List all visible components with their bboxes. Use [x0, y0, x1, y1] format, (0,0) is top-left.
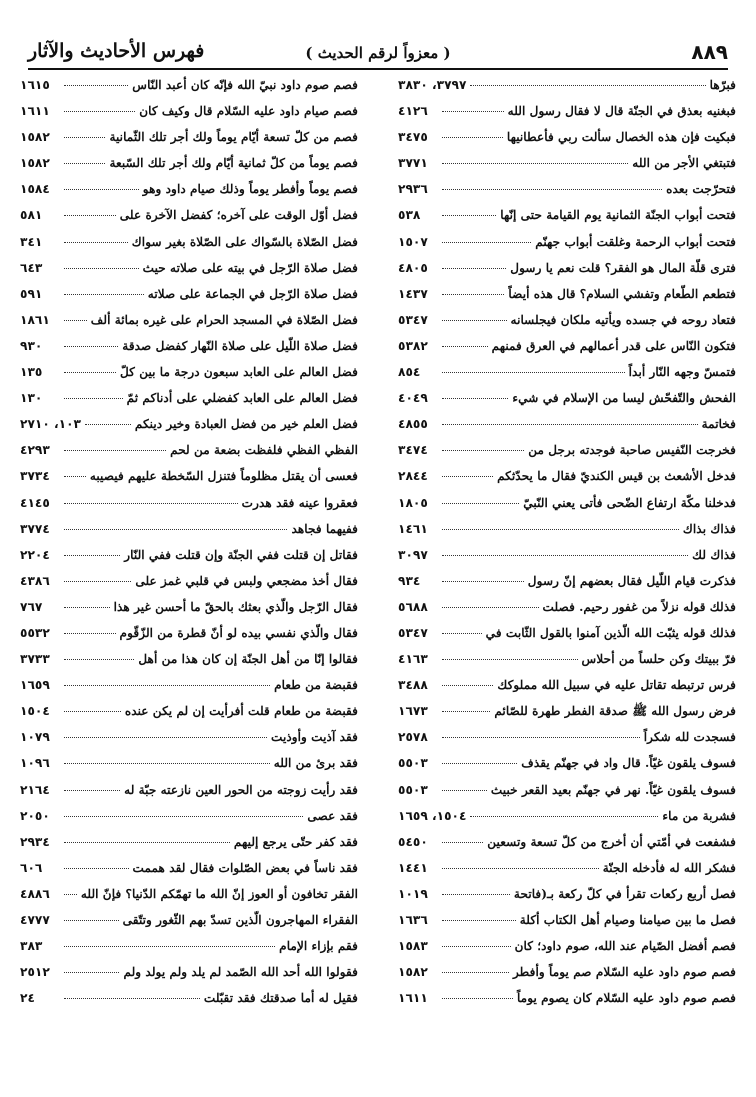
- entry-text: فخرجت النّفيس صاحبة فوجدته برجل من: [528, 443, 736, 458]
- entry-reference-number: ٥٥٠٣: [398, 756, 428, 771]
- dot-leader: [442, 620, 482, 634]
- entry-reference-number: ٣٤٧٥: [398, 130, 428, 145]
- index-entry: [398, 150, 736, 176]
- index-entry: [398, 516, 736, 542]
- entry-text: الفحش والتّفحّش ليسا من الإسلام في شيء: [512, 391, 736, 406]
- entry-reference-number: ٣٧٣٤: [20, 469, 50, 484]
- entry-text: فضل صلاة اللّيل على صلاة النّهار كفضل صدقة: [122, 338, 358, 353]
- entry-reference-number: ١٥٨٢: [20, 130, 50, 145]
- index-entry: [20, 281, 358, 307]
- dot-leader: [64, 881, 77, 895]
- entry-reference-number: ٩٣٠: [20, 338, 43, 353]
- entry-reference-number: ٤٧٧٧: [20, 913, 50, 927]
- index-entry: [20, 881, 358, 907]
- entry-text: فصل ما بين صيامنا وصيام أهل الكتاب أكلة: [519, 913, 736, 927]
- entry-reference-number: ٤١٦٣: [398, 652, 428, 667]
- entry-reference-number: ١٠٧٩: [20, 730, 50, 745]
- index-entry: [20, 594, 358, 620]
- dot-leader: [470, 72, 705, 86]
- dot-leader: [442, 255, 506, 269]
- page-subtitle: ( معزواً لرقم الحديث ): [305, 44, 451, 62]
- entry-text: فصم صوم داود نبيّ الله فإنّه كان أعبد النّاس: [132, 78, 358, 92]
- entry-text: فترى قلّة المال هو الفقر؟ قلت نعم يا رسول: [510, 260, 736, 275]
- index-entry: [398, 985, 736, 1011]
- entry-reference-number: ٩٣٤: [398, 573, 421, 588]
- entry-text: فعسى أن يقتل مظلوماً فتنزل السّخطة عليهم فيصيبه: [89, 469, 358, 484]
- index-entry: [20, 176, 358, 202]
- dot-leader: [64, 437, 166, 451]
- entry-text: فقم بإزاء الإمام: [279, 939, 358, 954]
- entry-text: فسوف يلقون غيّاً. قال واد في جهنّم يقذف: [521, 756, 736, 771]
- index-entry: [20, 359, 358, 385]
- index-entry: [398, 750, 736, 776]
- entry-text: فتطعم الطّعام وتفشي السلام؟ قال هذه أيضاً: [508, 286, 736, 301]
- page-title: فهرس الأحاديث والآثار: [28, 40, 205, 62]
- entry-reference-number: ١٥٠٧: [398, 234, 428, 249]
- dot-leader: [64, 594, 110, 608]
- index-entry: [20, 777, 358, 803]
- dot-leader: [442, 568, 524, 582]
- entry-reference-number: ١٨٦١: [20, 312, 50, 327]
- entry-reference-number: ٢٩٣٦: [398, 182, 428, 197]
- entry-reference-number: ١٦١٥: [20, 78, 50, 92]
- entry-reference-number: ٤٢٩٣: [20, 443, 50, 458]
- index-entry: [20, 750, 358, 776]
- entry-text: فقبضة من طعام: [274, 678, 358, 693]
- index-entry: [398, 646, 736, 672]
- index-entry: [398, 933, 736, 959]
- entry-text: فعقروا عينه فقد هدرت: [241, 495, 358, 510]
- entry-reference-number: ٤٣٨٦: [20, 573, 50, 588]
- entry-text: فقالوا إنّا من أهل الجنّة إن كان هذا من أهل: [138, 652, 358, 667]
- index-entry: [20, 542, 358, 568]
- entry-reference-number: ٥٣٨٢: [398, 338, 428, 353]
- entry-reference-number: ٣٤٨٨: [398, 678, 428, 693]
- index-entry: [398, 124, 736, 150]
- dot-leader: [442, 881, 510, 895]
- index-entry: [398, 568, 736, 594]
- entry-reference-number: ٣٧٧٤: [20, 521, 50, 536]
- index-entry: [398, 490, 736, 516]
- entry-text: فقد آذيت وأوذيت: [271, 730, 358, 745]
- dot-leader: [442, 698, 490, 712]
- dot-leader: [442, 855, 599, 869]
- dot-leader: [64, 777, 120, 791]
- entry-text: فصم من كلّ تسعة أيّام يوماً ولك أجر تلك الثّمانية: [109, 130, 358, 145]
- entry-reference-number: ١٨٠٥: [398, 495, 428, 510]
- index-entry: [398, 672, 736, 698]
- dot-leader: [442, 202, 496, 216]
- entry-reference-number: ٥٣٤٧: [398, 312, 428, 327]
- dot-leader: [64, 463, 86, 477]
- index-entry: [398, 176, 736, 202]
- dot-leader: [442, 333, 488, 347]
- entry-text: فصل أربع ركعات تقرأ في كلّ ركعة بـ(فاتحة: [513, 886, 736, 901]
- entry-reference-number: ٢٩٣٤: [20, 834, 50, 849]
- entry-reference-number: ١٥٨٢: [398, 965, 428, 980]
- entry-reference-number: ٤٨٠٥: [398, 260, 428, 275]
- dot-leader: [442, 777, 487, 791]
- dot-leader: [442, 463, 493, 477]
- index-entry: [20, 463, 358, 489]
- index-entry: [20, 72, 358, 98]
- dot-leader: [442, 176, 662, 190]
- dot-leader: [64, 516, 287, 530]
- dot-leader: [442, 124, 503, 138]
- index-entry: [398, 777, 736, 803]
- entry-text: فصم صوم داود عليه السّلام كان يصوم يوماً: [516, 991, 736, 1006]
- dot-leader: [64, 907, 119, 921]
- entry-text: فبكيت فإن هذه الخصال سألت ربي فأعطانيها: [506, 130, 736, 145]
- index-entry: [398, 411, 736, 437]
- entry-reference-number: ١٦٣٦: [398, 913, 428, 927]
- dot-leader: [64, 959, 119, 973]
- entry-text: فتكون النّاس على قدر أعمالهم في العرق فمنهم: [491, 338, 736, 353]
- dot-leader: [442, 281, 504, 295]
- entry-text: فبرّها: [709, 78, 736, 92]
- index-entry: [398, 333, 736, 359]
- entry-reference-number: ١٦١١: [398, 991, 428, 1006]
- dot-leader: [442, 672, 493, 686]
- dot-leader: [64, 855, 129, 869]
- page-number: ٨٨٩: [691, 40, 728, 64]
- dot-leader: [442, 516, 679, 530]
- entry-reference-number: ٢٤: [20, 991, 35, 1006]
- index-entry: [20, 307, 358, 333]
- entry-text: فتحت أبواب الجنّة الثمانية يوم القيامة حتى إنّها: [500, 208, 736, 223]
- dot-leader: [470, 803, 658, 817]
- dot-leader: [64, 750, 270, 764]
- index-entry: [20, 124, 358, 150]
- index-entry: [398, 855, 736, 881]
- entry-text: فشربة من ماء: [662, 808, 736, 823]
- index-entry: [398, 307, 736, 333]
- page-header: [28, 38, 728, 70]
- index-entry: [398, 829, 736, 855]
- index-entry: [20, 907, 358, 933]
- dot-leader: [64, 359, 116, 373]
- entry-reference-number: ٢٢٠٤: [20, 547, 50, 562]
- entry-reference-number: ٧٦٧: [20, 599, 43, 614]
- entry-text: فقد رأيت زوجته من الحور العين نازعته جبّة له: [124, 782, 358, 797]
- entry-text: فقاتل إن قتلت ففي الجنّة وإن قتلت ففي النّار: [124, 547, 358, 562]
- entry-text: فبغنيه بعذق في الجنّة قال لا فقال رسول الله: [507, 104, 736, 119]
- index-entry: [20, 672, 358, 698]
- entry-text: فصم يوماً وأفطر يوماً وذلك صيام داود وهو: [142, 182, 358, 197]
- entry-reference-number: ٨٥٤: [398, 365, 421, 380]
- index-entry: [20, 98, 358, 124]
- index-entry: [398, 229, 736, 255]
- dot-leader: [442, 437, 524, 451]
- index-entry: [20, 568, 358, 594]
- index-entry: [20, 333, 358, 359]
- entry-text: فسجدت لله شكراً: [643, 730, 736, 745]
- entry-text: فضل أوّل الوقت على آخره؛ كفضل الآخرة على: [119, 208, 358, 223]
- index-entry: [398, 594, 736, 620]
- index-entry: [398, 385, 736, 411]
- dot-leader: [64, 568, 131, 582]
- entry-reference-number: ٤١٢٦: [398, 104, 428, 119]
- index-entry: [20, 698, 358, 724]
- index-entry: [398, 542, 736, 568]
- dot-leader: [442, 150, 628, 164]
- index-entry: [20, 959, 358, 985]
- entry-reference-number: ١٦٧٣: [398, 704, 428, 719]
- index-entry: [20, 437, 358, 463]
- entry-reference-number: ٤٨٨٦: [20, 886, 50, 901]
- entry-text: فتمسّ وجهه النّار أبداً: [628, 365, 736, 380]
- entry-reference-number: ١٦١١: [20, 104, 50, 119]
- index-entry: [20, 620, 358, 646]
- dot-leader: [85, 411, 131, 425]
- index-entry: [20, 646, 358, 672]
- dot-leader: [442, 594, 539, 608]
- entry-text: فصم أفضل الصّيام عند الله، صوم داود؛ كان: [514, 939, 736, 954]
- entry-text: فشكر الله له فأدخله الجنّة: [602, 860, 736, 875]
- entry-reference-number: ٢٨٤٤: [398, 469, 428, 484]
- dot-leader: [64, 307, 87, 321]
- index-entry: [398, 698, 736, 724]
- entry-reference-number: ٣٧٧١: [398, 156, 428, 171]
- entry-reference-number: ٣٠٩٧: [398, 547, 428, 562]
- dot-leader: [442, 959, 509, 973]
- dot-leader: [64, 829, 230, 843]
- entry-text: فضل صلاة الرّجل في بيته على صلاته حيث: [142, 260, 358, 275]
- index-entry: [398, 98, 736, 124]
- dot-leader: [64, 176, 139, 190]
- entry-text: فقد برئ من الله: [273, 756, 358, 771]
- dot-leader: [442, 750, 517, 764]
- index-entry: [398, 803, 736, 829]
- index-entry: [20, 255, 358, 281]
- dot-leader: [442, 359, 625, 373]
- index-entry: [20, 933, 358, 959]
- index-entry: [20, 516, 358, 542]
- index-entry: [398, 281, 736, 307]
- entry-text: فرض رسول الله ﷺ صدقة الفطر طهرة للصّائم: [494, 704, 736, 719]
- dot-leader: [64, 985, 200, 999]
- entry-reference-number: ٥٩١: [20, 286, 43, 301]
- entry-text: ففيهما فجاهد: [291, 521, 358, 536]
- index-entry: [20, 385, 358, 411]
- entry-text: فتحت أبواب الرحمة وغلقت أبواب جهنّم: [535, 234, 736, 249]
- entry-reference-number: ٣٨٣: [20, 939, 43, 954]
- index-entry: [398, 202, 736, 228]
- entry-text: فقبضة من طعام قلت أفرأيت إن لم يكن عنده: [124, 704, 358, 719]
- dot-leader: [64, 150, 105, 164]
- dot-leader: [64, 672, 270, 686]
- entry-reference-number: ٣٤١: [20, 234, 43, 249]
- entry-reference-number: ١٠٣، ٢٧١٠: [20, 417, 81, 432]
- dot-leader: [442, 724, 640, 738]
- dot-leader: [64, 72, 128, 86]
- dot-leader: [64, 385, 123, 399]
- entry-text: فقيل له أما صدقتك فقد تقبّلت: [203, 991, 358, 1006]
- dot-leader: [442, 229, 531, 243]
- index-entry: [20, 411, 358, 437]
- entry-text: فقال الرّجل والّذي بعثك بالحقّ ما أحسن غير هذا: [113, 599, 358, 614]
- entry-reference-number: ١٠٩٦: [20, 756, 50, 771]
- dot-leader: [64, 803, 303, 817]
- dot-leader: [442, 933, 511, 947]
- dot-leader: [64, 255, 139, 269]
- entry-text: فدخل الأشعث بن قيس الكنديّ فقال ما يحدّثكم: [497, 469, 736, 484]
- dot-leader: [442, 490, 519, 504]
- entry-reference-number: ٢١٦٤: [20, 782, 50, 797]
- entry-reference-number: ٢٠٥٠: [20, 808, 50, 823]
- dot-leader: [442, 646, 578, 660]
- entry-reference-number: ٥٣٨: [398, 208, 421, 223]
- index-entry: [20, 202, 358, 228]
- entry-reference-number: ٥٨١: [20, 208, 43, 223]
- dot-leader: [64, 542, 120, 556]
- dot-leader: [442, 985, 513, 999]
- entry-text: فضل الصّلاة في المسجد الحرام على غيره بمائة ألف: [90, 312, 358, 327]
- entry-text: فدخلنا مكّة ارتفاع الضّحى فأتى يعني النّبيّ: [523, 495, 736, 510]
- dot-leader: [442, 542, 688, 556]
- entry-reference-number: ١٦٥٩: [20, 678, 50, 693]
- entry-text: فضل العالم على العابد كفضلي على أدناكم ثمّ: [126, 391, 358, 406]
- entry-reference-number: ١٣٠: [20, 391, 43, 406]
- index-entry: [398, 463, 736, 489]
- entry-reference-number: ١٥٨٢: [20, 156, 50, 171]
- dot-leader: [64, 724, 267, 738]
- entry-text: الفقر تخافون أو العوز إنّ الله ما تهمّكم الدّنيا؟ فإنّ الله: [80, 886, 358, 901]
- dot-leader: [442, 385, 508, 399]
- dot-leader: [442, 411, 698, 425]
- entry-reference-number: ٣٧٩٧، ٣٨٣٠: [398, 78, 467, 92]
- entry-reference-number: ٣٤٧٤: [398, 443, 428, 458]
- entry-reference-number: ٢٥٧٨: [398, 730, 428, 745]
- index-entry: [20, 829, 358, 855]
- entry-text: فصم صيام داود عليه السّلام قال وكيف كان: [139, 104, 358, 119]
- entry-text: فتعاد روحه في جسده ويأتيه ملكان فيجلسانه: [510, 312, 736, 327]
- dot-leader: [442, 98, 504, 112]
- index-entry: [398, 907, 736, 933]
- entry-text: فقد عصى: [307, 808, 358, 823]
- entry-text: الفقراء المهاجرون الّذين تسدّ بهم الثّغور وتتّقى: [122, 913, 358, 927]
- dot-leader: [64, 333, 118, 347]
- index-entry: [20, 490, 358, 516]
- entry-reference-number: ٢٥١٢: [20, 965, 50, 980]
- dot-leader: [64, 124, 105, 138]
- entry-reference-number: ١٥٠٤، ١٦٥٩: [398, 808, 467, 823]
- dot-leader: [64, 933, 275, 947]
- entry-reference-number: ١٣٥: [20, 365, 43, 380]
- entry-text: فضل العلم خير من فضل العبادة وخير دينكم: [134, 417, 358, 432]
- dot-leader: [442, 307, 507, 321]
- index-entry: [398, 255, 736, 281]
- entry-text: فخاتمة: [701, 417, 736, 432]
- dot-leader: [64, 229, 128, 243]
- dot-leader: [64, 281, 144, 295]
- entry-reference-number: ٥٤٥٠: [398, 834, 428, 849]
- entry-text: فسوف يلقون غيّاً. نهر في جهنّم بعيد القعر خبيث: [490, 782, 736, 797]
- entry-reference-number: ١٠١٩: [398, 886, 428, 901]
- index-column-left: [20, 72, 358, 1011]
- entry-text: فصم يوماً من كلّ ثمانية أيّام ولك أجر تلك السّبعة: [109, 156, 358, 171]
- entry-reference-number: ١٤٦١: [398, 521, 428, 536]
- index-entry: [398, 724, 736, 750]
- entry-reference-number: ٣٧٣٣: [20, 652, 50, 667]
- dot-leader: [442, 907, 516, 921]
- entry-text: فرس ترتبطه تقاتل عليه في سبيل الله مملوكك: [497, 678, 736, 693]
- dot-leader: [64, 698, 121, 712]
- entry-text: فذاك لك: [692, 547, 736, 562]
- entry-reference-number: ٥٥٠٣: [398, 782, 428, 797]
- index-entry: [398, 72, 736, 98]
- entry-text: فذلك قوله نزلاً من غفور رحيم. فصلت: [542, 599, 736, 614]
- entry-text: فضل العالم على العابد سبعون درجة ما بين كلّ: [119, 365, 358, 380]
- entry-text: الفظي الفظي فلفظت بضعة من لحم: [170, 443, 358, 458]
- dot-leader: [64, 646, 134, 660]
- entry-text: فقد ناساً في بعض الصّلوات فقال لقد هممت: [132, 860, 358, 875]
- index-entry: [398, 959, 736, 985]
- entry-reference-number: ٤٠٤٩: [398, 391, 428, 406]
- entry-reference-number: ٦٤٣: [20, 260, 43, 275]
- entry-reference-number: ٥٦٨٨: [398, 599, 428, 614]
- index-entry: [398, 437, 736, 463]
- entry-reference-number: ١٤٣٧: [398, 286, 428, 301]
- index-entry: [20, 150, 358, 176]
- entry-text: فتحرّجت بعده: [666, 182, 736, 197]
- index-entry: [20, 724, 358, 750]
- dot-leader: [64, 202, 116, 216]
- index-entry: [398, 881, 736, 907]
- entry-text: فشفعت في أمّتي أن أخرج من كلّ تسعة وتسعين: [487, 834, 736, 849]
- index-column-right: [398, 72, 736, 1011]
- entry-reference-number: ١٤٤١: [398, 860, 428, 875]
- entry-reference-number: ١٥٠٤: [20, 704, 50, 719]
- dot-leader: [64, 620, 116, 634]
- entry-reference-number: ٤١٤٥: [20, 495, 50, 510]
- entry-text: فرّ ببيتك وكن حلساً من أحلاس: [581, 652, 736, 667]
- dot-leader: [64, 98, 135, 112]
- entry-text: فقال والّذي نفسي بيده لو أنّ قطرة من الزّقّوم: [119, 625, 358, 640]
- dot-leader: [442, 829, 483, 843]
- entry-text: فقد كفر حتّى يرجع إليهم: [233, 834, 358, 849]
- entry-text: فذلك قوله يثبّت الله الّذين آمنوا بالقول الثّابت في: [485, 625, 736, 640]
- index-entry: [20, 229, 358, 255]
- entry-text: فصم صوم داود عليه السّلام صم يوماً وأفطر: [512, 965, 736, 980]
- entry-reference-number: ٥٥٣٢: [20, 625, 50, 640]
- entry-text: فذكرت قيام اللّيل فقال بعضهم إنّ رسول: [527, 573, 736, 588]
- entry-reference-number: ٦٠٦: [20, 860, 43, 875]
- entry-text: فقولوا الله أحد الله الصّمد لم يلد ولم يولد ولم: [123, 965, 358, 980]
- index-entry: [20, 855, 358, 881]
- index-entry: [398, 620, 736, 646]
- entry-reference-number: ١٥٨٤: [20, 182, 50, 197]
- index-entry: [20, 985, 358, 1011]
- entry-text: فضل صلاة الرّجل في الجماعة على صلاته: [147, 286, 358, 301]
- index-entry: [398, 359, 736, 385]
- entry-reference-number: ٥٣٤٧: [398, 625, 428, 640]
- entry-text: فقال أخذ مضجعي ولبس في قلبي غمز على: [135, 573, 358, 588]
- entry-text: فذاك بذاك: [682, 521, 736, 536]
- entry-reference-number: ١٥٨٣: [398, 939, 428, 954]
- entry-text: فتبتغي الأجر من الله: [632, 156, 736, 171]
- entry-text: فضل الصّلاة بالسّواك على الصّلاة بغير سواك: [131, 234, 358, 249]
- entry-reference-number: ٤٨٥٥: [398, 417, 428, 432]
- index-entry: [20, 803, 358, 829]
- dot-leader: [64, 490, 238, 504]
